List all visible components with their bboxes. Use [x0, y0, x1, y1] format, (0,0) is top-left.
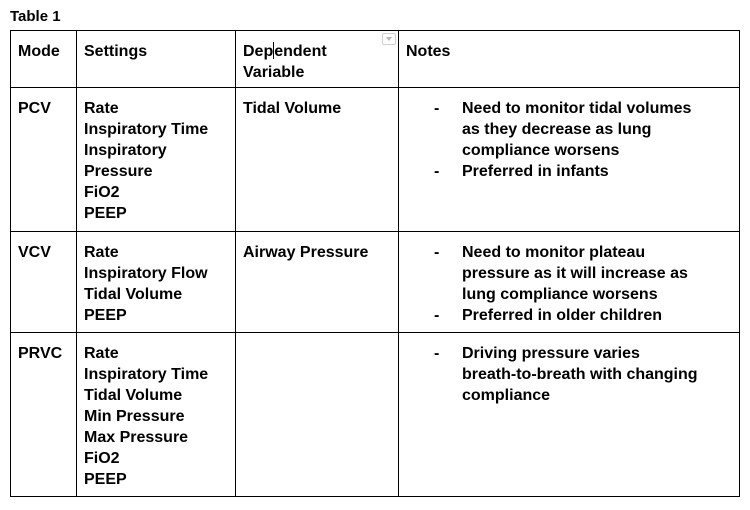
cell-settings[interactable]: [77, 333, 236, 497]
cell-dependent-variable[interactable]: [236, 333, 399, 497]
setting-item: Inspiratory Time: [84, 121, 209, 138]
cell-mode[interactable]: PCV: [11, 88, 77, 232]
table-caption: Table 1: [10, 8, 61, 25]
setting-item: Rate: [84, 100, 119, 117]
note-line: compliance worsens: [462, 142, 620, 159]
dropdown-arrow-icon[interactable]: [382, 33, 396, 45]
cell-settings[interactable]: [77, 88, 236, 232]
header-dependent-text-b: endent: [274, 43, 327, 60]
note-line: Need to monitor tidal volumes: [462, 100, 692, 117]
header-row: [11, 31, 740, 88]
setting-item: Tidal Volume: [84, 387, 183, 404]
setting-item: Pressure: [84, 163, 153, 180]
setting-item: Max Pressure: [84, 429, 189, 446]
setting-item: FiO2: [84, 450, 120, 467]
bullet-dash: -: [434, 307, 440, 324]
bullet-dash: -: [434, 100, 440, 117]
setting-item: Inspiratory Time: [84, 366, 209, 383]
bullet-dash: -: [434, 244, 440, 261]
note-item: [406, 242, 732, 305]
cell-mode[interactable]: PRVC: [11, 333, 77, 497]
ventilation-modes-table: [10, 30, 740, 497]
note-line: Need to monitor plateau: [462, 244, 646, 261]
cell-notes[interactable]: [399, 88, 740, 232]
table-row: [11, 232, 740, 333]
note-line: Driving pressure varies: [462, 345, 640, 362]
header-notes[interactable]: Notes: [399, 31, 740, 88]
note-item: [406, 343, 732, 406]
bullet-dash: -: [434, 163, 440, 180]
header-mode[interactable]: Mode: [11, 31, 77, 88]
setting-item: PEEP: [84, 307, 127, 324]
cell-dependent-variable[interactable]: Tidal Volume: [236, 88, 399, 232]
note-line: compliance: [462, 387, 551, 404]
table-row: [11, 333, 740, 497]
cell-notes[interactable]: [399, 232, 740, 333]
notes-list: [406, 343, 732, 406]
setting-item: Rate: [84, 244, 119, 261]
note-line: as they decrease as lung: [462, 121, 652, 138]
header-dependent-text-a: Dep: [243, 43, 274, 60]
note-line: Preferred in older children: [462, 307, 663, 324]
table-row: [11, 88, 740, 232]
cell-mode[interactable]: VCV: [11, 232, 77, 333]
note-item: [406, 98, 732, 161]
setting-item: PEEP: [84, 471, 127, 488]
note-line: pressure as it will increase as: [462, 265, 688, 282]
header-dependent-text-line2: Variable: [243, 64, 305, 81]
note-item: [406, 305, 732, 326]
notes-list: [406, 242, 732, 326]
setting-item: Tidal Volume: [84, 286, 183, 303]
setting-item: FiO2: [84, 184, 120, 201]
cell-dependent-variable[interactable]: Airway Pressure: [236, 232, 399, 333]
setting-item: Inspiratory Flow: [84, 265, 208, 282]
note-line: Preferred in infants: [462, 163, 609, 180]
bullet-dash: -: [434, 345, 440, 362]
note-item: [406, 161, 732, 182]
notes-list: [406, 98, 732, 182]
note-line: lung compliance worsens: [462, 286, 658, 303]
setting-item: Inspiratory: [84, 142, 167, 159]
cell-settings[interactable]: [77, 232, 236, 333]
header-settings[interactable]: Settings: [77, 31, 236, 88]
note-line: breath-to-breath with changing: [462, 366, 698, 383]
setting-item: Rate: [84, 345, 119, 362]
setting-item: PEEP: [84, 205, 127, 222]
setting-item: Min Pressure: [84, 408, 185, 425]
header-dependent-variable[interactable]: [236, 31, 399, 88]
cell-notes[interactable]: [399, 333, 740, 497]
